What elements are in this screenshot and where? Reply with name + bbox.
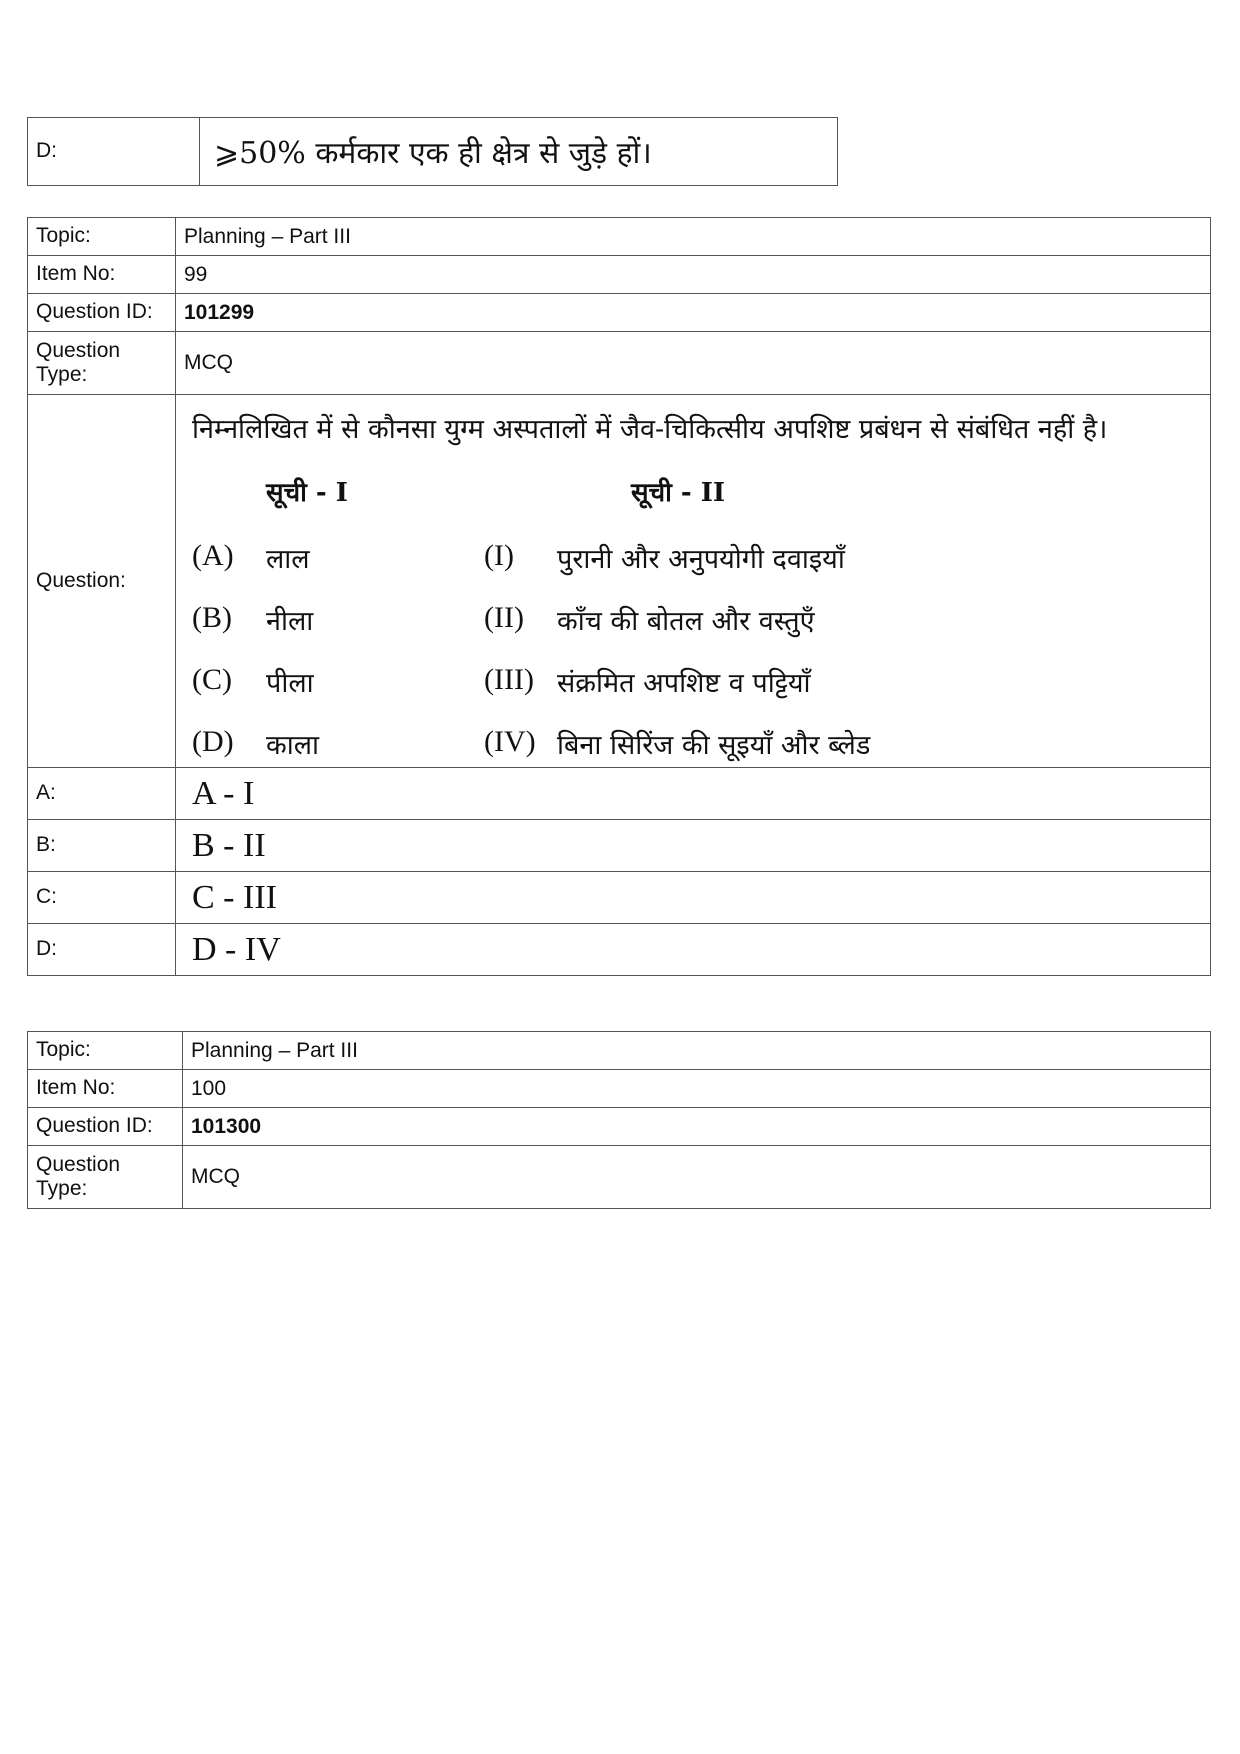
list-1-value: नीला: [266, 606, 314, 637]
question-type-label-line1: Question: [36, 338, 121, 362]
list-2-key: (II): [484, 601, 524, 634]
item-label: Item No:: [28, 256, 176, 294]
question-type-label: [28, 1146, 183, 1209]
match-row: [192, 601, 1192, 641]
topic-label: Topic:: [28, 1032, 183, 1070]
topic-value: Planning – Part III: [183, 1032, 1211, 1070]
option-label: D:: [28, 924, 176, 976]
question-type-label: [28, 332, 176, 395]
question-id-value: 101300: [183, 1108, 1211, 1146]
option-text: A - I: [176, 768, 1211, 820]
list-1-key: (C): [192, 663, 232, 696]
list-2-key: (IV): [484, 725, 536, 758]
list-2-value: काँच की बोतल और वस्तुएँ: [557, 606, 815, 637]
question-id-row: [28, 294, 1211, 332]
list-1-key: (A): [192, 539, 234, 572]
option-row-a: [28, 768, 1211, 820]
topic-row: [28, 218, 1211, 256]
prev-option-table: [27, 117, 838, 186]
question-row: [28, 395, 1211, 768]
option-row-b: [28, 820, 1211, 872]
question-99-table: [27, 217, 1211, 976]
question-100-table: [27, 1031, 1211, 1209]
question-text: निम्नलिखित में से कौनसा युग्म अस्पतालों में जैव-चिकित्सीय अपशिष्ट प्रबंधन से संबंधित नहीं है।: [192, 414, 1108, 445]
question-type-label-line1: Question: [36, 1152, 121, 1176]
item-value: 99: [176, 256, 1211, 294]
question-label: Question:: [28, 395, 176, 768]
match-row: [192, 725, 1192, 765]
question-type-value: MCQ: [176, 332, 1211, 395]
question-body: [176, 395, 1211, 768]
list-1-value: काला: [266, 730, 320, 761]
option-text: B - II: [176, 820, 1211, 872]
item-label: Item No:: [28, 1070, 183, 1108]
item-value: 100: [183, 1070, 1211, 1108]
list-1-header: सूची - I: [266, 478, 348, 508]
option-text: C - III: [176, 872, 1211, 924]
question-type-row: [28, 332, 1211, 395]
list-2-key: (I): [484, 539, 514, 572]
list-2-value: बिना सिरिंज की सूइयाँ और ब्लेड: [557, 730, 871, 761]
list-2-key: (III): [484, 663, 534, 696]
option-row-c: [28, 872, 1211, 924]
list-2-value: पुरानी और अनुपयोगी दवाइयाँ: [557, 544, 845, 575]
list-1-value: पीला: [266, 668, 314, 699]
option-row-d: [28, 924, 1211, 976]
question-id-value: 101299: [176, 294, 1211, 332]
match-row: [192, 539, 1192, 579]
topic-label: Topic:: [28, 218, 176, 256]
option-label: A:: [28, 768, 176, 820]
list-2-header: सूची - II: [631, 478, 726, 508]
list-1-key: (D): [192, 725, 234, 758]
question-type-label-line2: Type:: [36, 1177, 88, 1200]
question-id-label: Question ID:: [28, 1108, 183, 1146]
option-label: D:: [28, 118, 200, 186]
list-1-value: लाल: [266, 544, 310, 575]
question-id-label: Question ID:: [28, 294, 176, 332]
prev-option-row: [28, 118, 838, 186]
option-label: B:: [28, 820, 176, 872]
option-text: D - IV: [176, 924, 1211, 976]
question-type-value: MCQ: [183, 1146, 1211, 1209]
match-row: [192, 663, 1192, 703]
option-label: C:: [28, 872, 176, 924]
question-type-row: [28, 1146, 1211, 1209]
item-row: [28, 1070, 1211, 1108]
question-type-label-line2: Type:: [36, 363, 88, 386]
list-1-key: (B): [192, 601, 232, 634]
topic-value: Planning – Part III: [176, 218, 1211, 256]
topic-row: [28, 1032, 1211, 1070]
item-row: [28, 256, 1211, 294]
list-2-value: संक्रमित अपशिष्ट व पट्टियाँ: [557, 668, 811, 699]
question-id-row: [28, 1108, 1211, 1146]
option-text: ⩾50% कर्मकार एक ही क्षेत्र से जुड़े हों।: [200, 118, 838, 186]
